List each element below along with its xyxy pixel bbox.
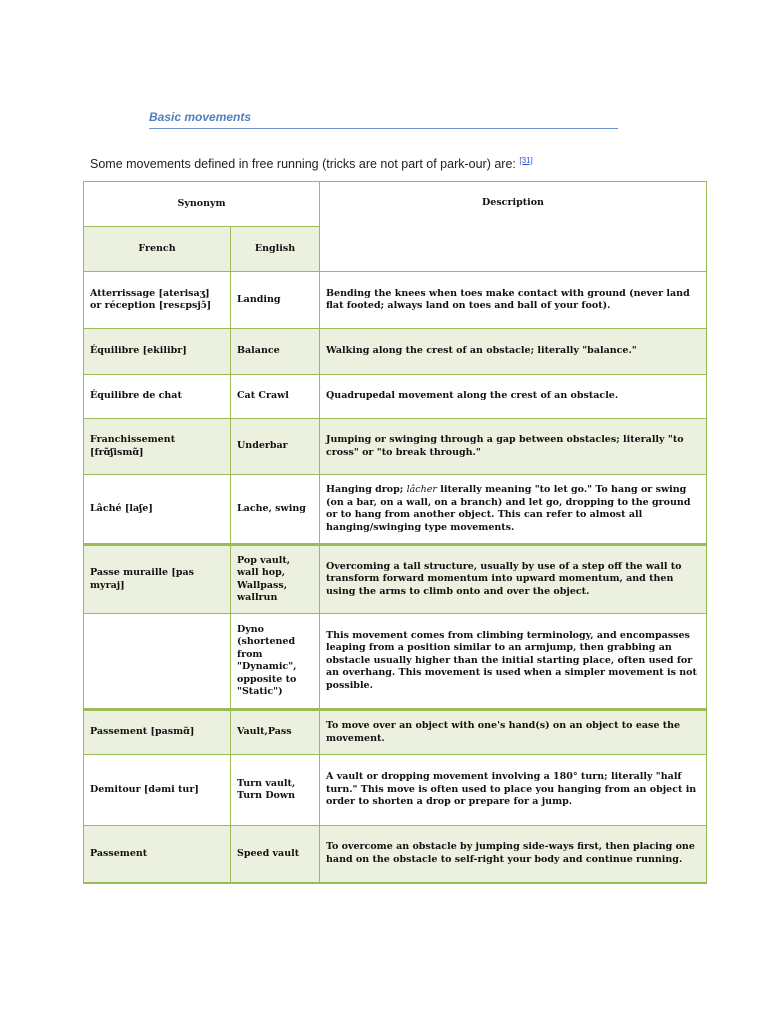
english-cell: Balance [231,329,320,375]
french-header: French [84,227,231,272]
french-cell: Équilibre de chat [84,375,231,419]
description-cell: Walking along the crest of an obstacle; literally "balance." [320,329,707,375]
section-heading-text: Basic movements [149,110,252,124]
english-cell: Landing [231,272,320,329]
english-cell: Turn vault, Turn Down [231,755,320,826]
english-header: English [231,227,320,272]
description-cell [320,475,707,545]
english-cell: Pop vault, wall hop, Wallpass, wallrun [231,545,320,614]
table-row [84,272,707,329]
table-row [84,419,707,475]
french-cell: Lâché [laʃe] [84,475,231,545]
description-text: Hanging drop; [326,484,407,495]
english-cell: Speed vault [231,826,320,883]
table-row [84,614,707,710]
english-cell: Lache, swing [231,475,320,545]
french-cell: Franchissement [frɑ̃ʃismɑ̃] [84,419,231,475]
intro-text: Some movements defined in free running (tricks are not part of park-our) are: [90,157,516,172]
description-header: Description [320,182,707,272]
table-row [84,475,707,545]
english-cell: Dyno (shortened from "Dynamic", opposite to "Static") [231,614,320,710]
french-cell: Passement [84,826,231,883]
english-cell: Vault,Pass [231,710,320,755]
section-heading [149,106,618,129]
citation-link[interactable]: [31] [519,156,533,165]
description-cell: A vault or dropping movement involving a 180° turn; literally "half turn." This move is often used to place you hanging from an object in order to shorten a drop or prepare for a jump. [320,755,707,826]
description-cell: Overcoming a tall structure, usually by use of a step off the wall to transform forward momentum into upward momentum, and then using the arms to climb onto and over the object. [320,545,707,614]
movements-table [83,181,707,884]
french-cell: Atterrissage [aterisaʒ] or réception [resɛpsjɔ̃] [84,272,231,329]
french-cell: Passement [pasmɑ̃] [84,710,231,755]
french-cell: Demitour [dəmi tur] [84,755,231,826]
french-cell [84,614,231,710]
description-cell: Quadrupedal movement along the crest of an obstacle. [320,375,707,419]
description-cell: To move over an object with one's hand(s) on an object to ease the movement. [320,710,707,755]
table-header-row [84,182,707,227]
description-text: literally meaning "to let go." To hang or swing (on a bar, on a wall, on a branch) and let go, dropping to the ground or to hang from another object. This can refer to almost all hanging/swinging type movements. [326,484,691,533]
french-term: lâcher [406,484,437,495]
description-cell: Jumping or swinging through a gap between obstacles; literally "to cross" or "to break through." [320,419,707,475]
french-cell: Équilibre [ekilibr] [84,329,231,375]
table-row [84,710,707,755]
table-row [84,375,707,419]
table-row [84,755,707,826]
intro-paragraph [90,156,533,171]
french-cell: Passe muraille [pas myraj] [84,545,231,614]
table-row [84,545,707,614]
synonym-header: Synonym [84,182,320,227]
table-row [84,329,707,375]
english-cell: Cat Crawl [231,375,320,419]
table-row [84,826,707,883]
description-cell: This movement comes from climbing terminology, and encompasses leaping from a position similar to an armjump, then grabbing an obstacle usually higher than the initial starting place, often used for an overhang. This movement is used when a simpler movement is not possible. [320,614,707,710]
description-cell: To overcome an obstacle by jumping side-ways first, then placing one hand on the obstacle to self-right your body and continue running. [320,826,707,883]
description-cell: Bending the knees when toes make contact with ground (never land flat footed; always land on toes and ball of your foot). [320,272,707,329]
english-cell: Underbar [231,419,320,475]
